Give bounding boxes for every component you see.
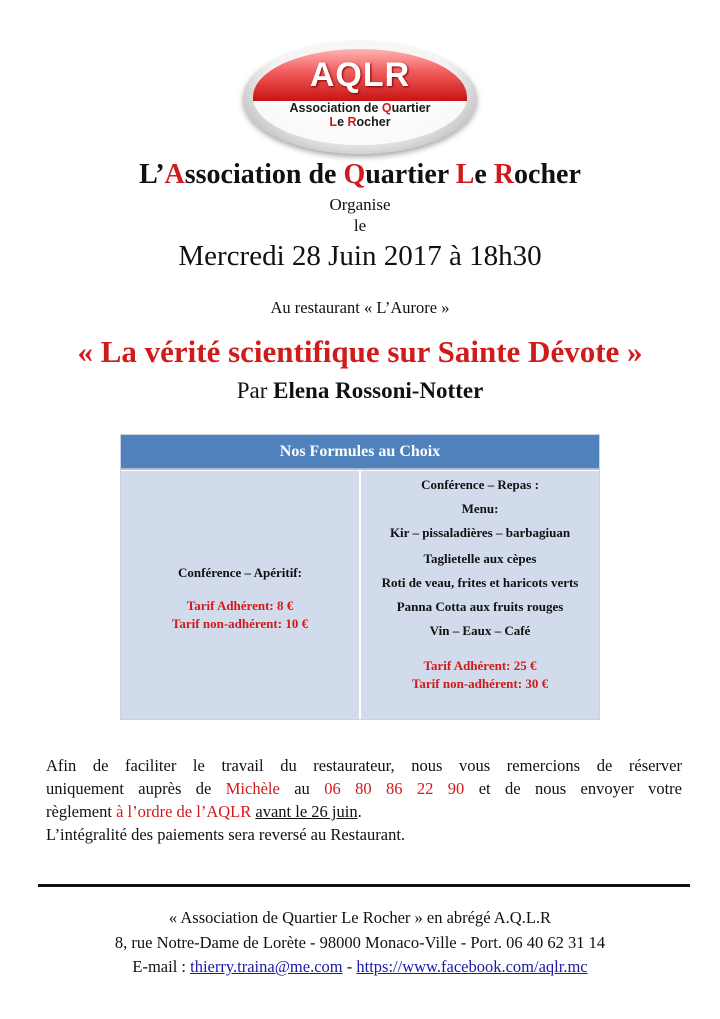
association-title: L’Association de Quartier Le Rocher bbox=[139, 159, 581, 190]
aperitif-price-non-member: Tarif non-adhérent: 10 € bbox=[171, 616, 309, 631]
footer-address: 8, rue Notre-Dame de Lorète - 98000 Monaco-Ville - Port. 06 40 62 31 14 bbox=[114, 933, 606, 952]
menu-item: Vin – Eaux – Café bbox=[429, 623, 531, 638]
logo-line1: Association de Quartier bbox=[289, 101, 431, 115]
para-line-3: règlement à l’ordre de l’AQLR avant le 26 juin. bbox=[46, 802, 362, 821]
table-cell-repas bbox=[361, 471, 599, 719]
event-date: Mercredi 28 Juin 2017 à 18h30 bbox=[178, 240, 542, 272]
organise-text: Organise bbox=[329, 195, 391, 214]
menu-item: Roti de veau, frites et haricots verts bbox=[381, 575, 579, 590]
menu-item: Panna Cotta aux fruits rouges bbox=[396, 599, 564, 614]
menu-label: Menu: bbox=[461, 501, 499, 516]
menu-item: Taglietelle aux cèpes bbox=[423, 551, 537, 566]
logo-line2: Le Rocher bbox=[329, 115, 391, 129]
payee-text: à l’ordre de l’AQLR bbox=[116, 802, 252, 821]
para-line-1: Afin de faciliter le travail du restaurateur, nous vous remercions de réserver bbox=[46, 756, 682, 775]
menu-item: Kir – pissaladières – barbagiuan bbox=[389, 525, 571, 540]
formulas-table bbox=[120, 434, 600, 720]
contact-name: Michèle bbox=[225, 779, 280, 798]
reservation-paragraph bbox=[46, 754, 682, 846]
speaker-line: Par Elena Rossoni-Notter bbox=[236, 378, 484, 403]
repas-title: Conférence – Repas : bbox=[421, 477, 539, 492]
repas-price-non-member: Tarif non-adhérent: 30 € bbox=[411, 676, 549, 691]
logo-abbr: AQLR bbox=[309, 56, 411, 94]
event-venue: Au restaurant « L’Aurore » bbox=[270, 298, 450, 317]
aperitif-title: Conférence – Apéritif: bbox=[178, 565, 302, 580]
footer-divider bbox=[38, 884, 690, 887]
table-cell-aperitif bbox=[121, 471, 359, 719]
speaker-name: Elena Rossoni-Notter bbox=[273, 378, 484, 403]
contact-phone: 06 80 86 22 90 bbox=[324, 779, 465, 798]
deadline-text: avant le 26 juin bbox=[255, 802, 358, 821]
aqlr-logo bbox=[243, 42, 477, 154]
repas-price-member: Tarif Adhérent: 25 € bbox=[423, 658, 537, 673]
footer-association: « Association de Quartier Le Rocher » en abrégé A.Q.L.R bbox=[168, 908, 552, 927]
facebook-link[interactable]: https://www.facebook.com/aqlr.mc bbox=[356, 957, 588, 976]
table-header: Nos Formules au Choix bbox=[121, 435, 599, 468]
le-text: le bbox=[353, 216, 367, 235]
footer-contact: E-mail : thierry.traina@me.com - https://www.facebook.com/aqlr.mc bbox=[132, 957, 588, 976]
conference-title: « La vérité scientifique sur Sainte Dévote » bbox=[77, 334, 643, 369]
aperitif-price-member: Tarif Adhérent: 8 € bbox=[186, 598, 294, 613]
email-link[interactable]: thierry.traina@me.com bbox=[190, 957, 343, 976]
para-line-4: L’intégralité des paiements sera reversé au Restaurant. bbox=[46, 825, 406, 844]
para-line-2: uniquement auprès de Michèle au 06 80 86 22 90 et de nous envoyer votre bbox=[46, 779, 682, 798]
